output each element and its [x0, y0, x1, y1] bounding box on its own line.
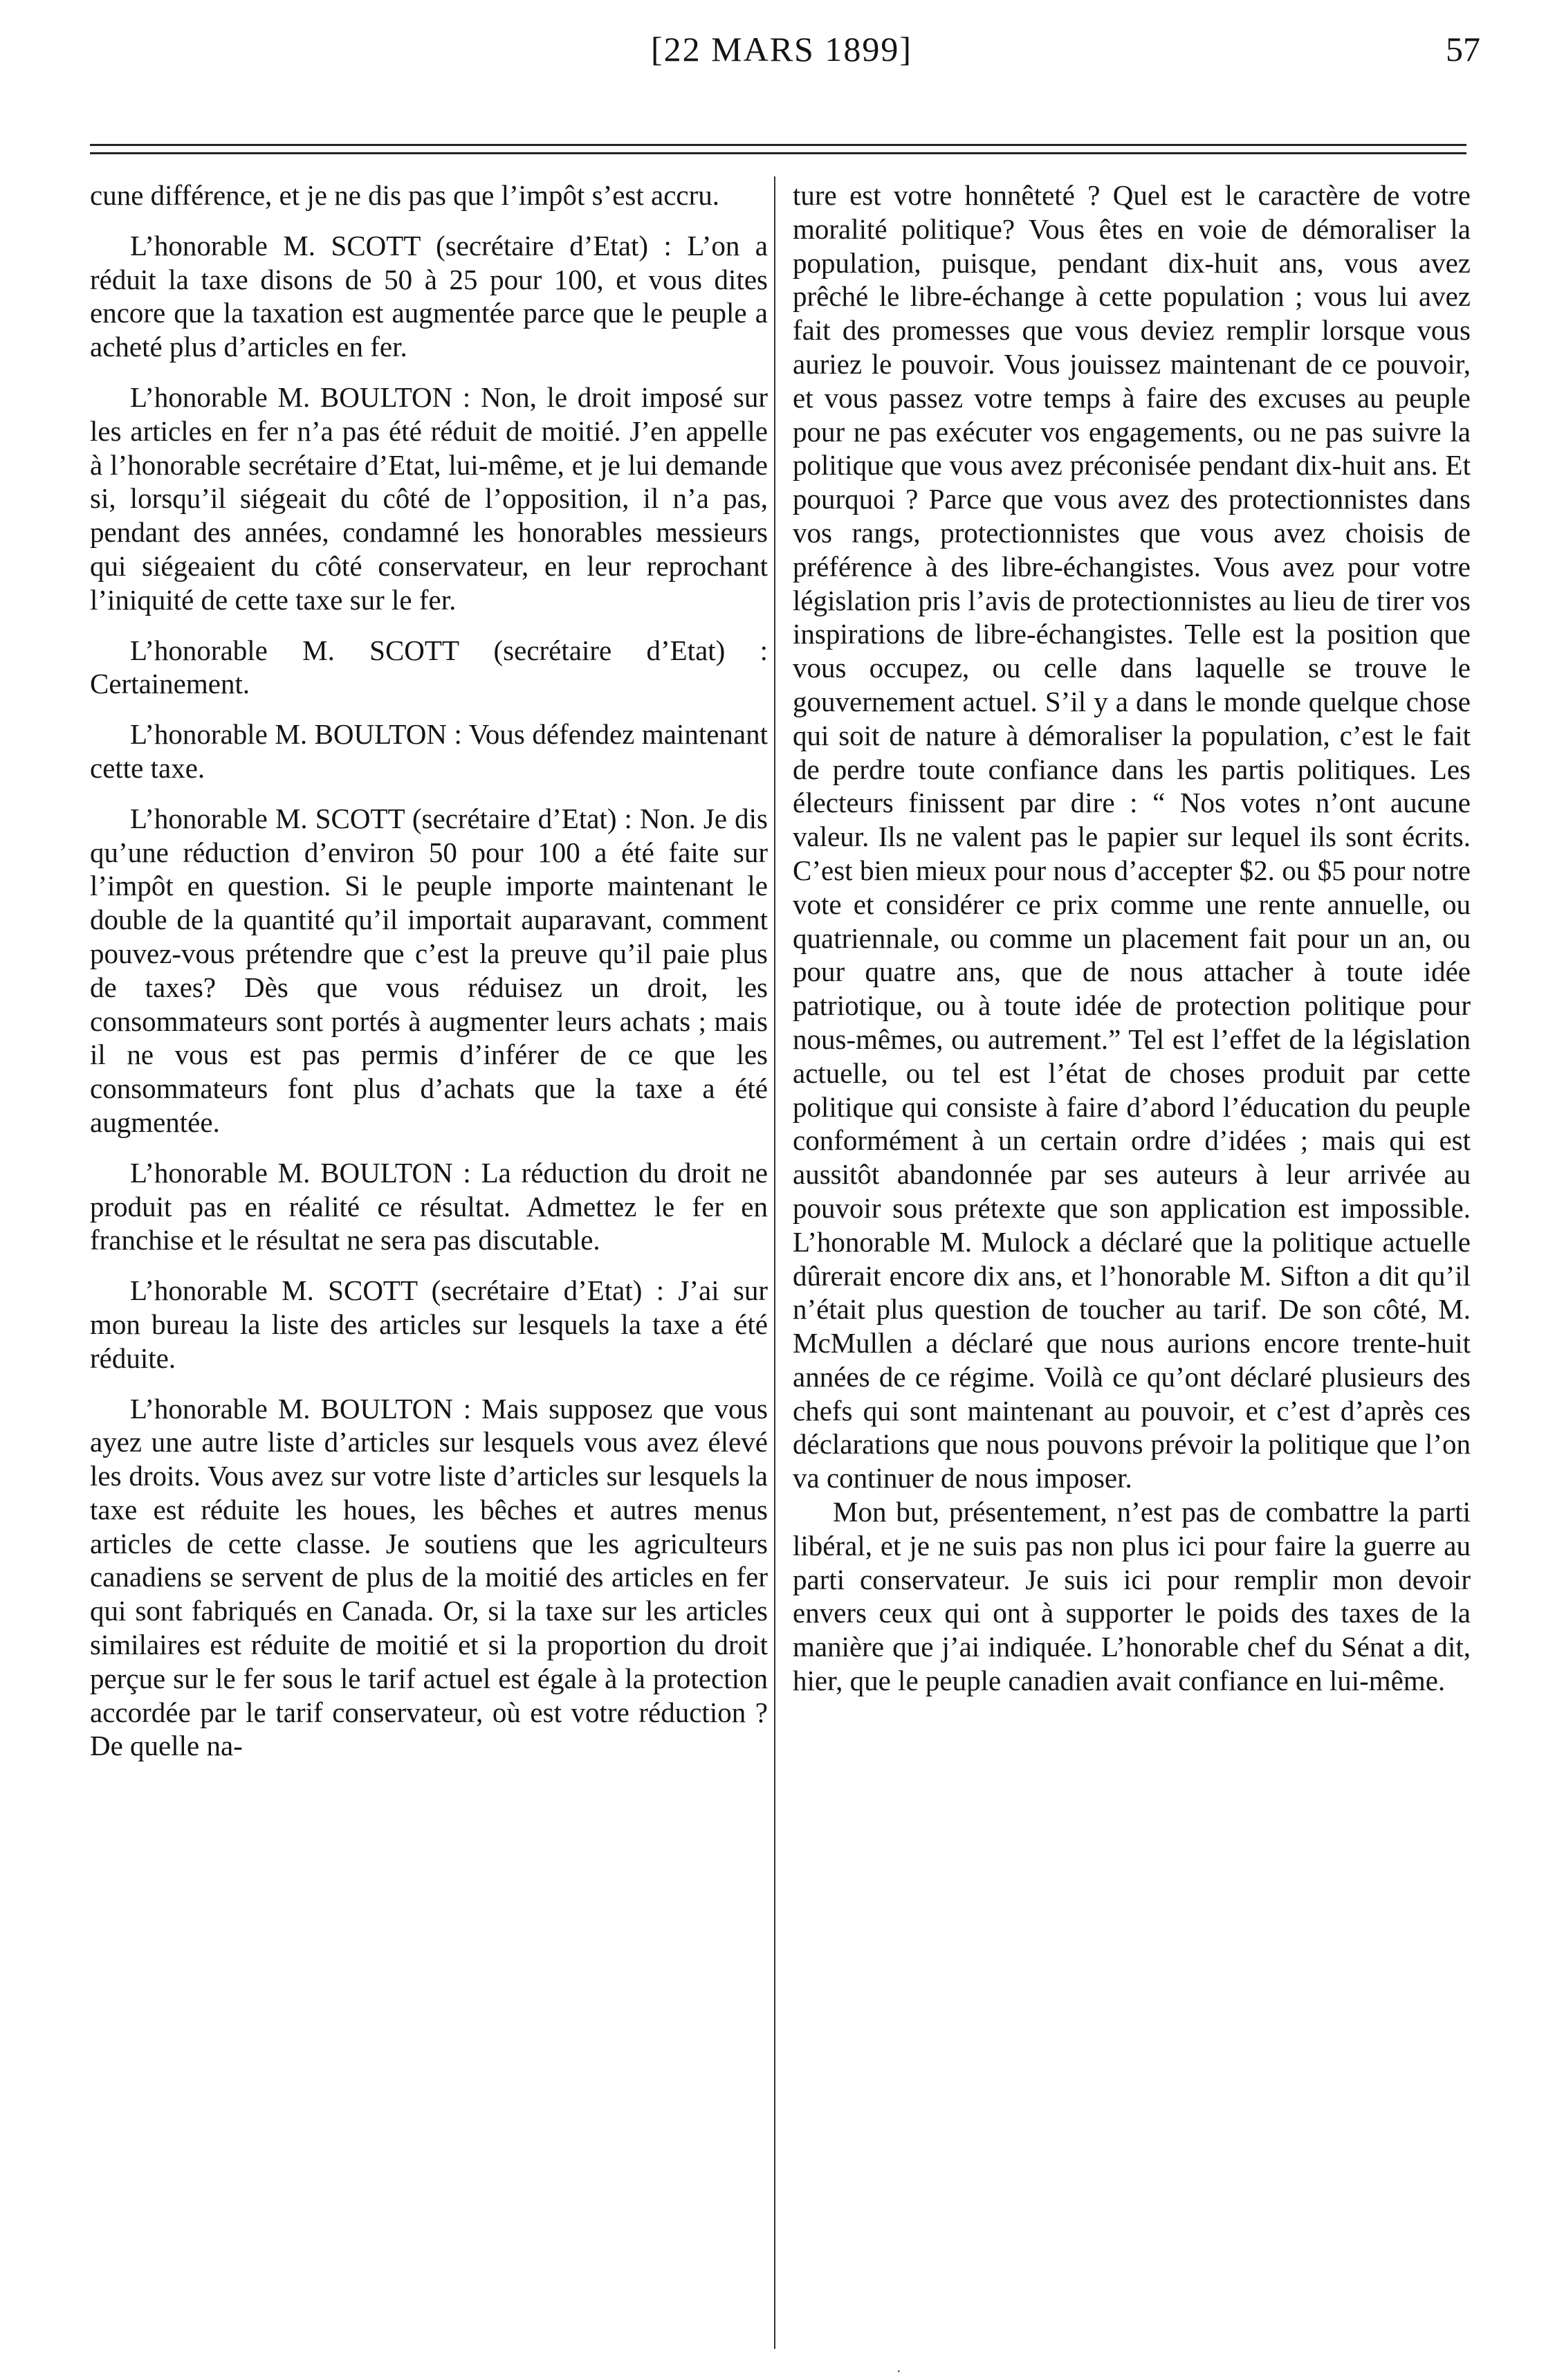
paragraph: L’honorable M. BOULTON : Mais supposez que vous ayez une autre liste d’articles sur lesquels vous avez élevé les droits. Vous avez sur votre liste d’articles sur lesquels la taxe est réduite les houes, les bêches et autres menus articles de cette classe. Je soutiens que les agriculteurs canadiens se servent de plus de la moitié des articles en fer qui sont fabriqués en Canada. Or, si la taxe sur les articles similaires est réduite de moitié et si la proportion du droit perçue sur le fer sous le tarif actuel est égale à la protection accordée par le tarif conservateur, où est votre réduction ? De quelle na- [90, 1392, 768, 1762]
paragraph: cune différence, et je ne dis pas que l’impôt s’est accru. [90, 179, 719, 211]
footer-mark: · [896, 2364, 901, 2379]
header-rule-top [90, 144, 1466, 146]
paragraph: L’honorable M. SCOTT (secrétaire d’Etat) : J’ai sur mon bureau la liste des articles sur lesquels la taxe a été réduite. [90, 1274, 768, 1374]
page-number: 57 [1446, 30, 1480, 68]
page-header [83, 29, 1480, 77]
paragraph: L’honorable M. BOULTON : Vous défendez maintenant cette taxe. [90, 718, 768, 784]
left-column [90, 178, 768, 2351]
paragraph: L’honorable M. SCOTT (secrétaire d’Etat) : Certainement. [90, 634, 768, 700]
paragraph: L’honorable M. BOULTON : Non, le droit imposé sur les articles en fer n’a pas été réduit de moitié. J’en appelle à l’honorable secrétaire d’Etat, lui-même, et je lui demande si, lorsqu’il siégeait du côté de l’opposition, il n’a pas, pendant des années, condamné les honorables messieurs qui siégeaient du côté conservateur, en leur reprochant l’iniquité de cette taxe sur le fer. [90, 381, 768, 616]
paragraph: ture est votre honnêteté ? Quel est le caractère de votre moralité politique? Vous êtes en voie de démoraliser la population, puisque, pendant dix-huit ans, vous avez prêché le libre-échange à cette population ; vous lui avez fait des promesses que vous deviez remplir lorsque vous auriez le pouvoir. Vous jouissez maintenant de ce pouvoir, et vous passez votre temps à faire des excuses au peuple pour ne pas exécuter vos engagements, ou ne pas suivre la politique que vous avez préconisée pendant dix-huit ans. Et pourquoi ? Parce que vous avez des protectionnistes dans vos rangs, protectionnistes que vous avez choisis de préférence à des libre-échangistes. Vous avez pour votre législation pris l’avis de protectionnistes au lieu de tirer vos inspirations de libre-échangistes. Telle est la position que vous occupez, ou celle dans laquelle se trouve le gouvernement actuel. S’il y a dans le monde quelque chose qui soit de nature à démoraliser la population, c’est le fait de perdre toute confiance dans les partis politiques. Les électeurs finissent par dire : “ Nos votes n’ont aucune valeur. Ils ne valent pas le papier sur lequel ils sont écrits. C’est bien mieux pour nous d’accepter $2. ou $5 pour notre vote et considérer ce prix comme une rente annuelle, ou quatriennale, ou comme un placement fait pour un an, ou pour quatre ans, que de nous attacher à toute idée patriotique, ou à toute idée de protection politique pour nous-mêmes, ou autrement.” Tel est l’effet de la législation actuelle, ou tel est l’état de choses produit par cette politique qui consiste à faire d’abord l’éducation du peuple conformément à un certain ordre d’idées ; mais qui est aussitôt abandonnée par ses auteurs à leur arrivée au pouvoir sous prétexte que son application est impossible. L’honorable M. Mulock a déclaré que la politique actuelle dûrerait encore dix ans, et l’honorable M. Sifton a dit qu’il n’était plus question de toucher au tarif. De son côté, M. McMullen a déclaré que nous aurions encore trente-huit années de ce régime. Voilà ce qu’ont déclaré plusieurs des chefs qui sont maintenant au pouvoir, et c’est d’après ces déclarations que nous pouvons prévoir la politique que l’on va continuer de nous imposer. [793, 179, 1471, 1494]
paragraph: L’honorable M. SCOTT (secrétaire d’Etat) : Non. Je dis qu’une réduction d’environ 50 pour 100 a été faite sur l’impôt en question. Si le peuple importe maintenant le double de la quantité qu’il importait auparavant, comment pouvez-vous prétendre que c’est la preuve qu’il paie plus de taxes? Dès que vous réduisez un droit, les consommateurs sont portés à augmenter leurs achats ; mais il ne vous est pas permis d’inférer de ce que les consommateurs font plus d’achats que la taxe a été augmentée. [90, 802, 768, 1138]
paragraph: L’honorable M. SCOTT (secrétaire d’Etat) : L’on a réduit la taxe disons de 50 à 25 pour 100, et vous dites encore que la taxation est augmentée parce que le peuple a acheté plus d’articles en fer. [90, 229, 768, 363]
page-header-date: [22 MARS 1899] [650, 30, 913, 68]
paragraph: Mon but, présentement, n’est pas de combattre la parti libéral, et je ne suis pas non plus ici pour faire la guerre au parti conservateur. Je suis ici pour remplir mon devoir envers ceux qui ont à supporter le poids des taxes de la manière que j’ai indiquée. L’honorable chef du Sénat a dit, hier, que le peuple canadien avait confiance en lui-même. [793, 1496, 1471, 1697]
header-rule-bottom [90, 152, 1466, 154]
paragraph: L’honorable M. BOULTON : La réduction du droit ne produit pas en réalité ce résultat. Admettez le fer en franchise et le résultat ne sera pas discutable. [90, 1156, 768, 1256]
column-divider [774, 176, 775, 2349]
right-column [793, 178, 1471, 2351]
